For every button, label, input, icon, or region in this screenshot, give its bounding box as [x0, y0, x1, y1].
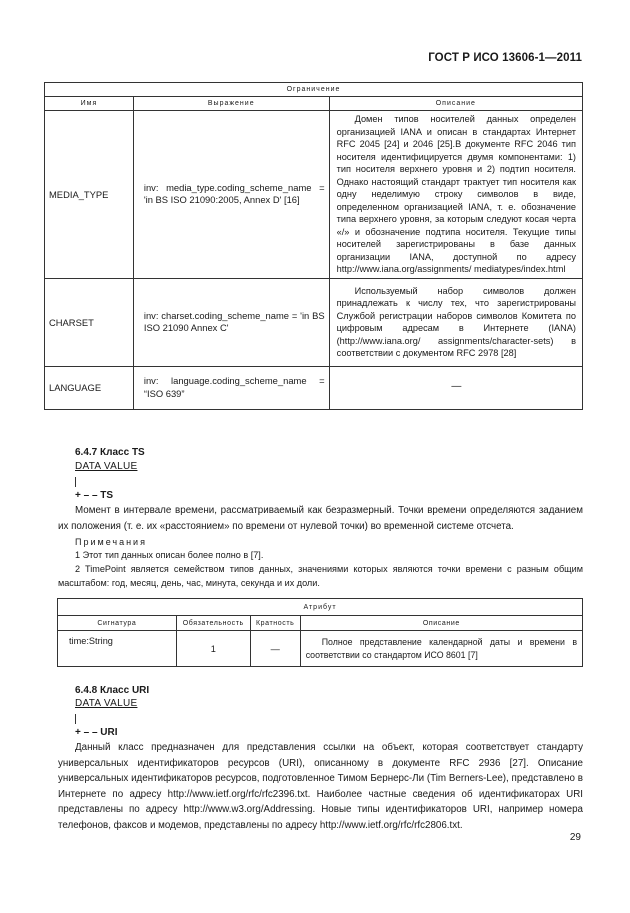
table-row [45, 111, 583, 279]
cell-expression: inv: media_type.coding_scheme_name = 'in BS ISO 21090:2005, Annex D' [16] [133, 111, 329, 279]
section-title-uri: 6.4.8 Класс URI [75, 685, 150, 696]
cell-description: Используемый набор символов должен принадлежать к числу тех, что зарегистрированы Службой регистрации наборов символов Комитета по цифровым адресам в Интернете (IANA) (http://www.iana.org/ assignments/character-sets) в соответствии с документом RFC 2978 [28] [329, 278, 582, 366]
page-number: 29 [569, 832, 581, 843]
table-caption: Ограничение [45, 83, 583, 97]
cell-required: 1 [176, 631, 250, 667]
column-header-expression: Выражение [133, 97, 329, 111]
note-1: 1 Этот тип данных описан более полно в [7]. [75, 550, 264, 560]
table-row [45, 278, 583, 366]
cell-description: Домен типов носителей данных определен организацией IANA и описан в стандартах Интернет RFC 2045 [24] и 2046 [25].В документе RFC 2046 тип носителя идентифицируется двумя компонентами: 1) тип носителя верхнего уровня и 2) подтип носителя. Однако настоящий стандарт трактует тип носителя как одну неделимую строку символов в виде, определенном организацией IANA, т. е. обозначение типа верхнего уровня, за которым следуют косая черта «/» и обозначение подтипа носителя. Текущие типы носителей зарегистрированы в базе данных организации IANA, доступной по адресу http://www.iana.org/assignments/ mediatypes/index.html [329, 111, 582, 279]
table-caption: Атрибут [58, 599, 583, 616]
ts-description: Момент в интервале времени, рассматриваемый как безразмерный. Точки времени определяются заданием их положения (т. е. их «расстоянием» по времени от нулевой точки) во временной системе отсчета. [58, 505, 583, 532]
uri-description: Данный класс предназначен для представления ссылки на объект, которая соответствует стандарту универсальных идентификаторов ресурсов (URI), описанному в документе RFC 2936 [27]. Описание универсальных идентификаторов ресурсов, подготовленное Тимом Бернерс-Ли (Tim Berners-Lee), представлено в Интернете по адресу http://www.ietf.org/rfc/rfc2396.txt. Наиболее частные сведения об идентификаторах URI представлены по адресу http://www.w3.org/Addressing. Новые типы идентификаторов URI, например номера телефонов, факсов и модемов, представлены по адресу http://www.ietf.org/rfc/rfc2806.txt. [58, 742, 583, 831]
inheritance-line-icon [75, 477, 76, 487]
cell-expression: inv: charset.coding_scheme_name = 'in BS ISO 21090 Annex C' [133, 278, 329, 366]
inheritance-ts: + – – TS [75, 490, 114, 501]
section-title-ts: 6.4.7 Класс TS [75, 447, 145, 458]
cell-description: — [329, 366, 582, 409]
inheritance-line-icon [75, 714, 76, 724]
column-header-name: Имя [45, 97, 134, 111]
table-row [45, 366, 583, 409]
attribute-table [57, 598, 583, 667]
inheritance-uri: + – – URI [75, 727, 118, 738]
column-header-multiplicity: Кратность [250, 616, 300, 631]
cell-multiplicity: — [250, 631, 300, 667]
cell-name: CHARSET [45, 278, 134, 366]
cell-description: Полное представление календарной даты и времени в соответствии со стандартом ИСО 8601 [7] [300, 631, 582, 667]
column-header-signature: Сигнатура [58, 616, 177, 631]
column-header-description: Описание [329, 97, 582, 111]
cell-expression: inv: language.coding_scheme_name = “ISO 639” [133, 366, 329, 409]
constraint-table [44, 82, 583, 410]
cell-name: LANGUAGE [45, 366, 134, 409]
notes [58, 548, 583, 590]
notes-header: Примечания [75, 537, 147, 547]
column-header-description: Описание [300, 616, 582, 631]
data-value-label: DATA VALUE [75, 698, 138, 709]
note-2: 2 TimePoint является семейством типов данных, значениями которых являются точки времени с разным общим масштабом: год, месяц, день, час, минута, секунда и их доли. [58, 564, 583, 588]
cell-name: MEDIA_TYPE [45, 111, 134, 279]
document-header: ГОСТ Р ИСО 13606-1—2011 [428, 52, 582, 64]
data-value-label: DATA VALUE [75, 461, 138, 472]
cell-signature: time:String [58, 631, 177, 667]
column-header-required: Обязательность [176, 616, 250, 631]
table-row [58, 631, 583, 667]
